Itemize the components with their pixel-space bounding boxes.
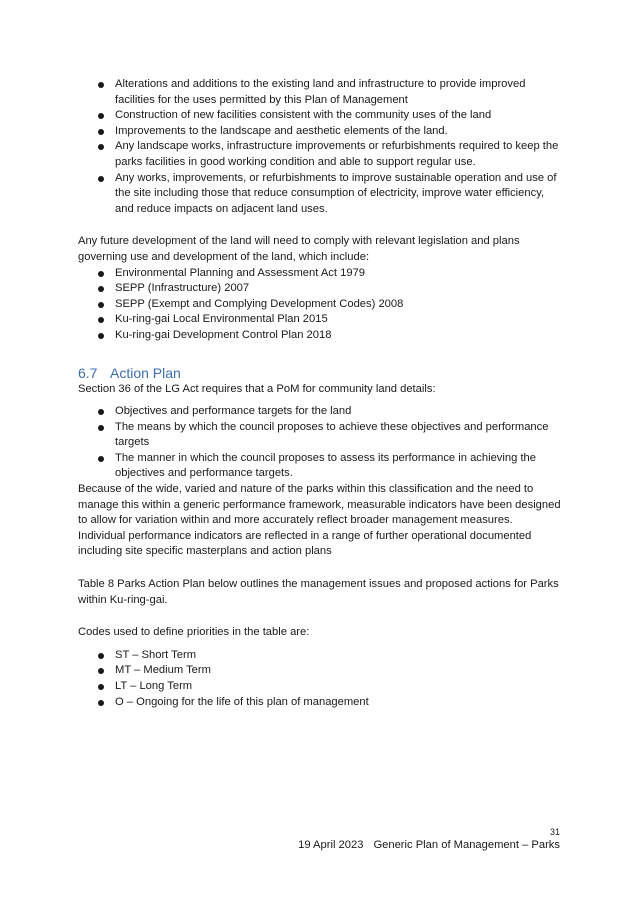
list-item: Any landscape works, infrastructure improvements or refurbishments required to keep the parks facilities in good working condition and able to support regular use. [78, 139, 562, 170]
list-item: Environmental Planning and Assessment Act 1979 [78, 266, 562, 282]
section-title: Action Plan [110, 364, 181, 381]
list-item: The manner in which the council proposes to assess its performance in achieving the objectives and performance targets. [78, 451, 562, 482]
list-item: SEPP (Exempt and Complying Development Codes) 2008 [78, 297, 562, 313]
list-item: Ku-ring-gai Local Environmental Plan 2015 [78, 312, 562, 328]
page-number: 31 [549, 827, 560, 837]
list-item: ST – Short Term [78, 648, 562, 664]
codes-intro: Codes used to define priorities in the table are: [78, 626, 310, 639]
table-reference-paragraph: Table 8 Parks Action Plan below outlines the management issues and proposed actions for Parks within Ku-ring-gai. [78, 578, 559, 606]
list-item: Construction of new facilities consistent with the community uses of the land [78, 108, 562, 124]
future-development-paragraph: Any future development of the land will need to comply with relevant legislation and plans governing use and development of the land, which include: [78, 235, 520, 263]
list-item: LT – Long Term [78, 679, 562, 695]
footer-date: 19 April 2023 [298, 839, 364, 851]
footer-document-title: Generic Plan of Management – Parks [373, 839, 560, 851]
priority-codes-list [78, 648, 562, 710]
section-heading [78, 364, 562, 382]
legislation-list [78, 266, 562, 344]
page-footer [298, 826, 560, 853]
list-item: Ku-ring-gai Development Control Plan 2018 [78, 328, 562, 344]
document-page [78, 77, 562, 710]
list-item: The means by which the council proposes to achieve these objectives and performance targets [78, 420, 562, 451]
list-item: O – Ongoing for the life of this plan of management [78, 695, 562, 711]
list-item: MT – Medium Term [78, 663, 562, 679]
list-item: Any works, improvements, or refurbishments to improve sustainable operation and use of the site including those that reduce consumption of electricity, improve water efficiency, and reduce impacts on adjacent land uses. [78, 171, 562, 218]
permitted-works-list [78, 77, 562, 217]
list-item: Improvements to the landscape and aesthetic elements of the land. [78, 124, 562, 140]
pom-requirements-list [78, 404, 562, 482]
action-plan-intro: Section 36 of the LG Act requires that a PoM for community land details: [78, 382, 436, 395]
performance-paragraph: Because of the wide, varied and nature of the parks within this classification and the need to manage this within a generic performance framework, measurable indicators have been designed to allow for variation within and more accurately reflect broader management measures. Individual performance indicators are reflected in a range of further operational documented including site specific masterplans and action plans [78, 483, 561, 558]
list-item: SEPP (Infrastructure) 2007 [78, 281, 562, 297]
list-item: Objectives and performance targets for the land [78, 404, 562, 420]
section-number: 6.7 [78, 364, 98, 381]
list-item: Alterations and additions to the existing land and infrastructure to provide improved facilities for the uses permitted by this Plan of Management [78, 77, 562, 108]
